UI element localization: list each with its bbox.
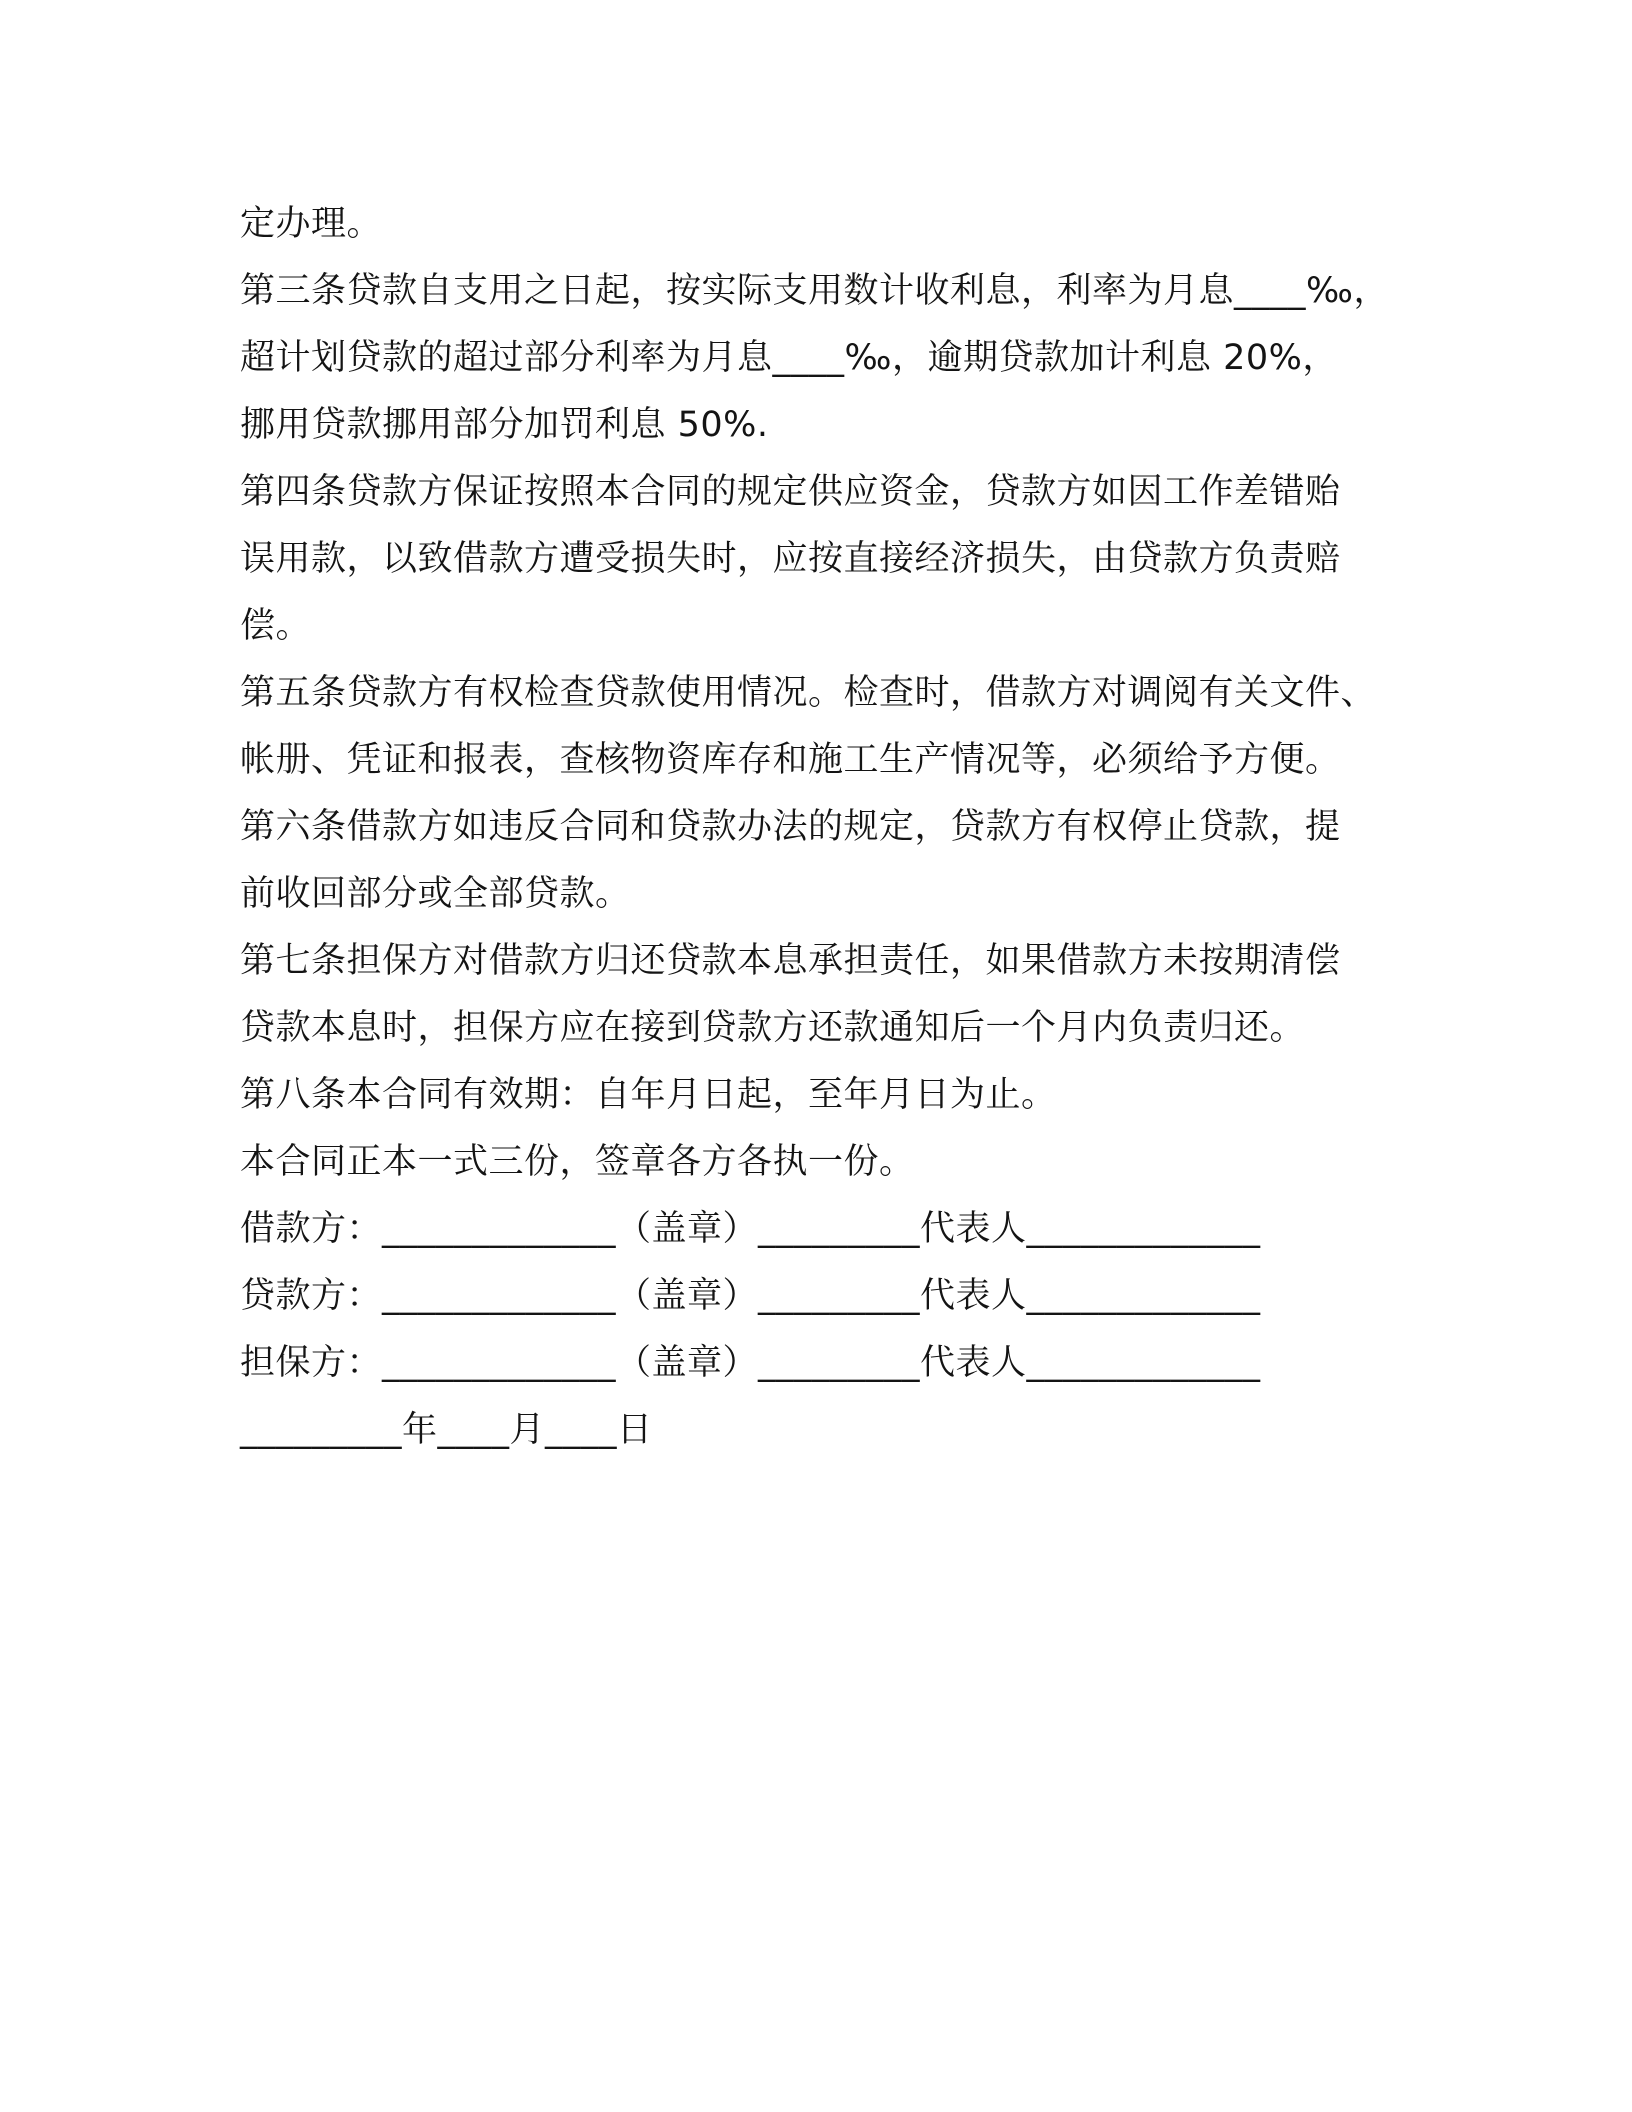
paragraph-line: 第三条贷款自支用之日起，按实际支用数计收利息，利率为月息____‰， (240, 271, 1389, 311)
paragraph-line: 误用款，以致借款方遭受损失时，应按直接经济损失，由贷款方负责赔 (240, 539, 1341, 579)
signature-line-borrower: 借款方：_____________（盖章）_________代表人_____________ (240, 1209, 1261, 1249)
date-line: _________年____月____日 (240, 1410, 653, 1450)
paragraph-line: 超计划贷款的超过部分利率为月息____‰，逾期贷款加计利息 20%， (240, 338, 1338, 378)
paragraph-line: 定办理。 (240, 204, 383, 244)
paragraph-line: 偿。 (240, 606, 312, 646)
paragraph-line: 第六条借款方如违反合同和贷款办法的规定，贷款方有权停止贷款，提 (240, 807, 1341, 847)
paragraph-line: 前收回部分或全部贷款。 (240, 874, 631, 914)
paragraph-line: 贷款本息时，担保方应在接到贷款方还款通知后一个月内负责归还。 (240, 1008, 1306, 1048)
paragraph-line: 第四条贷款方保证按照本合同的规定供应资金，贷款方如因工作差错贻 (240, 472, 1341, 512)
paragraph-line: 第七条担保方对借款方归还贷款本息承担责任，如果借款方未按期清偿 (240, 941, 1341, 981)
paragraph-line: 第八条本合同有效期：自年月日起，至年月日为止。 (240, 1075, 1057, 1115)
signature-line-guarantor: 担保方：_____________（盖章）_________代表人_____________ (240, 1343, 1261, 1383)
paragraph-line: 挪用贷款挪用部分加罚利息 50%. (240, 405, 769, 445)
paragraph-line: 第五条贷款方有权检查贷款使用情况。检查时，借款方对调阅有关文件、 (240, 673, 1377, 713)
paragraph-line: 本合同正本一式三份，签章各方各执一份。 (240, 1142, 915, 1182)
signature-line-lender: 贷款方：_____________（盖章）_________代表人_____________ (240, 1276, 1261, 1316)
paragraph-line: 帐册、凭证和报表，查核物资库存和施工生产情况等，必须给予方便。 (240, 740, 1341, 780)
contract-text (240, 191, 1400, 1464)
